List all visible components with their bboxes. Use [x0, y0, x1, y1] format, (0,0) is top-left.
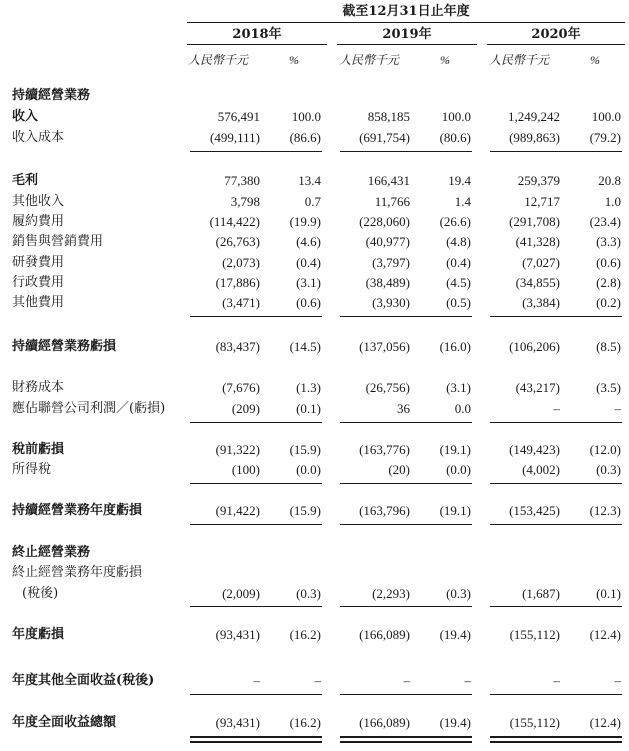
cell-sm-2020-amount: (41,328)	[515, 234, 560, 249]
row-label-finance-costs: 財務成本	[12, 380, 65, 395]
cell-sm-2019-amount: (40,977)	[365, 234, 410, 249]
row-label-revenue: 收入	[12, 109, 39, 124]
row-label-fulfillment: 履約費用	[12, 214, 65, 229]
unit-percent-2018: %	[289, 53, 299, 67]
cell-oci-2018-pct: –	[314, 673, 321, 688]
cell-gp-2019-amount: 166,431	[367, 173, 410, 188]
cell-dl-2020-pct: (0.1)	[596, 586, 621, 601]
cell-cost-2020-amount: (989,863)	[509, 130, 560, 145]
cell-oi-2018-pct: 0.7	[304, 194, 321, 209]
cell-cost-2018-pct: (86.6)	[289, 130, 321, 145]
rule-2018	[190, 606, 322, 607]
cell-oe-2020-pct: (0.2)	[596, 295, 621, 310]
cell-ol-2019-amount: (137,056)	[359, 339, 410, 354]
cell-fc-2020-amount: (43,217)	[515, 380, 560, 395]
cell-rnd-2020-pct: (0.6)	[596, 255, 621, 270]
cell-gp-2020-amount: 259,379	[517, 173, 560, 188]
rule-2018	[190, 694, 322, 695]
unit-currency-2018: 人民幣千元	[188, 53, 249, 67]
cell-yl-2020-pct: (12.4)	[589, 627, 621, 642]
cell-oi-2019-pct: 1.4	[454, 194, 471, 209]
cell-cost-2018-amount: (499,111)	[210, 130, 260, 145]
row-label-income-tax: 所得稅	[12, 462, 52, 477]
cell-ol-2018-pct: (14.5)	[289, 339, 321, 354]
cell-ful-2018-amount: (114,422)	[209, 214, 260, 229]
cell-cl-2020-amount: (153,425)	[509, 503, 560, 518]
cell-tc-2020-amount: (155,112)	[509, 715, 560, 730]
row-label-admin: 行政費用	[12, 275, 65, 290]
rule-2018	[190, 151, 322, 152]
row-label-total-comprehensive: 年度全面收益總額	[12, 715, 117, 730]
unit-percent-2020: %	[590, 53, 600, 67]
rule-2020	[490, 606, 622, 607]
cell-oe-2018-amount: (3,471)	[222, 295, 260, 310]
cell-yl-2019-amount: (166,089)	[359, 627, 410, 642]
cell-ol-2019-pct: (16.0)	[439, 339, 471, 354]
cell-dl-2018-pct: (0.3)	[296, 586, 321, 601]
row-label-rnd: 研發費用	[12, 255, 65, 270]
cell-fc-2018-amount: (7,676)	[222, 380, 260, 395]
row-label-sales-marketing: 銷售與營銷費用	[12, 234, 104, 249]
cell-oi-2020-amount: 12,717	[524, 194, 560, 209]
section-discontinued: 終止經營業務	[12, 545, 91, 560]
rule-2019	[340, 694, 472, 695]
cell-gp-2018-amount: 77,380	[224, 173, 260, 188]
cell-yl-2018-pct: (16.2)	[289, 627, 321, 642]
cell-rnd-2019-amount: (3,797)	[372, 255, 410, 270]
cell-rnd-2018-pct: (0.4)	[296, 255, 321, 270]
cell-tax-2018-amount: (100)	[231, 462, 260, 477]
cell-cl-2019-amount: (163,796)	[359, 503, 410, 518]
row-label-continuing-loss: 持續經營業務年度虧損	[12, 503, 143, 518]
cell-adm-2020-pct: (2.8)	[596, 275, 621, 290]
row-label-associates: 應佔聯營公司利潤／(虧損)	[12, 401, 166, 416]
cell-pt-2019-amount: (163,776)	[359, 442, 410, 457]
double-rule-2020	[490, 741, 622, 743]
row-label-pretax-loss: 稅前虧損	[12, 442, 65, 457]
cell-tax-2020-amount: (4,002)	[522, 462, 560, 477]
cell-sm-2018-amount: (26,763)	[215, 234, 260, 249]
cell-oi-2018-amount: 3,798	[230, 194, 260, 209]
cell-tc-2019-pct: (19.4)	[439, 715, 471, 730]
cell-tc-2018-amount: (93,431)	[215, 715, 260, 730]
double-rule-2018	[190, 741, 322, 743]
cell-revenue-2018-amount: 576,491	[217, 109, 260, 124]
cell-oi-2019-amount: 11,766	[374, 194, 410, 209]
cell-as-2020-amount: –	[553, 401, 560, 416]
cell-sm-2018-pct: (4.6)	[296, 234, 321, 249]
cell-tc-2018-pct: (16.2)	[289, 715, 321, 730]
cell-dl-2019-pct: (0.3)	[446, 586, 471, 601]
cell-tc-2020-pct: (12.4)	[589, 715, 621, 730]
row-label-operating-loss: 持續經營業務虧損	[12, 339, 117, 354]
cell-rnd-2019-pct: (0.4)	[446, 255, 471, 270]
cell-as-2019-pct: 0.0	[454, 401, 471, 416]
rule-2020	[490, 151, 622, 152]
rule-2019	[340, 316, 472, 317]
period-title: 截至12月31日止年度	[342, 4, 470, 19]
cell-fc-2020-pct: (3.5)	[596, 380, 621, 395]
year-rule-2020	[487, 44, 625, 45]
cell-pt-2018-amount: (91,322)	[215, 442, 260, 457]
cell-pt-2020-pct: (12.0)	[589, 442, 621, 457]
cell-oci-2018-amount: –	[253, 673, 260, 688]
cell-sm-2019-pct: (4.8)	[446, 234, 471, 249]
row-label-oci: 年度其他全面收益(稅後)	[12, 673, 155, 688]
rule-2020	[490, 524, 622, 525]
rule-2020	[490, 422, 622, 423]
cell-cost-2019-pct: (80.6)	[439, 130, 471, 145]
cell-cl-2019-pct: (19.1)	[439, 503, 471, 518]
cell-revenue-2019-pct: 100.0	[441, 109, 471, 124]
cell-adm-2019-pct: (4.5)	[446, 275, 471, 290]
rule-2019	[340, 483, 472, 484]
cell-oe-2018-pct: (0.6)	[296, 295, 321, 310]
row-label-gross-profit: 毛利	[12, 173, 39, 188]
double-rule-2019	[340, 741, 472, 743]
unit-currency-2020: 人民幣千元	[489, 53, 550, 67]
cell-oe-2020-amount: (3,384)	[522, 295, 560, 310]
unit-percent-2019: %	[440, 53, 450, 67]
cell-ful-2020-pct: (23.4)	[589, 214, 621, 229]
section-continuing: 持續經營業務	[12, 88, 91, 103]
cell-dl-2020-amount: (1,687)	[522, 586, 560, 601]
cell-yl-2020-amount: (155,112)	[509, 627, 560, 642]
cell-adm-2019-amount: (38,489)	[365, 275, 410, 290]
cell-gp-2018-pct: 13.4	[298, 173, 321, 188]
row-label-discontinued-loss-aftertax: (稅後)	[22, 586, 59, 601]
cell-ol-2020-amount: (106,206)	[509, 339, 560, 354]
rule-2020	[490, 694, 622, 695]
row-label-year-loss: 年度虧損	[12, 627, 65, 642]
rule-2018	[190, 422, 322, 423]
year-header-2018: 2018年	[232, 27, 282, 42]
rule-2019	[340, 422, 472, 423]
cell-cl-2018-amount: (91,422)	[215, 503, 260, 518]
cell-tax-2018-pct: (0.0)	[296, 462, 321, 477]
cell-adm-2018-pct: (3.1)	[296, 275, 321, 290]
row-label-discontinued-loss: 終止經營業務年度虧損	[12, 565, 143, 580]
cell-cost-2020-pct: (79.2)	[589, 130, 621, 145]
cell-tax-2019-amount: (20)	[388, 462, 410, 477]
cell-gp-2019-pct: 19.4	[448, 173, 471, 188]
year-rule-2019	[337, 44, 477, 45]
cell-as-2020-pct: –	[614, 401, 621, 416]
cell-revenue-2020-amount: 1,249,242	[508, 109, 560, 124]
cell-revenue-2018-pct: 100.0	[291, 109, 321, 124]
cell-pt-2018-pct: (15.9)	[289, 442, 321, 457]
cell-oe-2019-pct: (0.5)	[446, 295, 471, 310]
rule-2019	[340, 606, 472, 607]
double-rule-2020	[490, 736, 622, 738]
cell-pt-2019-pct: (19.1)	[439, 442, 471, 457]
cell-cost-2019-amount: (691,754)	[359, 130, 410, 145]
cell-as-2018-pct: (0.1)	[296, 401, 321, 416]
cell-revenue-2019-amount: 858,185	[367, 109, 410, 124]
cell-oci-2019-amount: –	[403, 673, 410, 688]
cell-cl-2018-pct: (15.9)	[289, 503, 321, 518]
row-label-other-expenses: 其他費用	[12, 295, 65, 310]
rule-2019	[340, 524, 472, 525]
rule-2020	[490, 483, 622, 484]
cell-oci-2020-amount: –	[553, 673, 560, 688]
cell-oci-2020-pct: –	[614, 673, 621, 688]
cell-dl-2019-amount: (2,293)	[372, 586, 410, 601]
cell-cl-2020-pct: (12.3)	[589, 503, 621, 518]
cell-yl-2018-amount: (93,431)	[215, 627, 260, 642]
double-rule-2019	[340, 736, 472, 738]
cell-revenue-2020-pct: 100.0	[591, 109, 621, 124]
cell-as-2019-amount: 36	[397, 401, 410, 416]
cell-as-2018-amount: (209)	[231, 401, 260, 416]
year-rule-2018	[187, 44, 327, 45]
row-label-other-income: 其他收入	[12, 194, 65, 209]
cell-tax-2019-pct: (0.0)	[446, 462, 471, 477]
unit-currency-2019: 人民幣千元	[339, 53, 400, 67]
cell-sm-2020-pct: (3.3)	[596, 234, 621, 249]
year-header-2019: 2019年	[382, 27, 432, 42]
cell-tax-2020-pct: (0.3)	[596, 462, 621, 477]
cell-ful-2020-amount: (291,708)	[509, 214, 560, 229]
double-rule-2018	[190, 736, 322, 738]
cell-adm-2020-amount: (34,855)	[515, 275, 560, 290]
cell-yl-2019-pct: (19.4)	[439, 627, 471, 642]
cell-tc-2019-amount: (166,089)	[359, 715, 410, 730]
cell-adm-2018-amount: (17,886)	[215, 275, 260, 290]
rule-2018	[190, 524, 322, 525]
cell-ol-2018-amount: (83,437)	[215, 339, 260, 354]
cell-dl-2018-amount: (2,009)	[222, 586, 260, 601]
cell-oi-2020-pct: 1.0	[604, 194, 621, 209]
cell-ful-2018-pct: (19.9)	[289, 214, 321, 229]
rule-2020	[490, 316, 622, 317]
cell-ful-2019-pct: (26.6)	[439, 214, 471, 229]
cell-pt-2020-amount: (149,423)	[509, 442, 560, 457]
cell-ful-2019-amount: (228,060)	[359, 214, 410, 229]
cell-fc-2019-pct: (3.1)	[446, 380, 471, 395]
cell-ol-2020-pct: (8.5)	[596, 339, 621, 354]
rule-2018	[190, 483, 322, 484]
cell-gp-2020-pct: 20.8	[598, 173, 621, 188]
year-header-2020: 2020年	[531, 27, 581, 42]
rule-2018	[190, 316, 322, 317]
cell-oci-2019-pct: –	[464, 673, 471, 688]
cell-rnd-2018-amount: (2,073)	[222, 255, 260, 270]
header-rule	[187, 22, 625, 23]
rule-2019	[340, 151, 472, 152]
cell-fc-2019-amount: (26,756)	[365, 380, 410, 395]
row-label-cost-of-revenue: 收入成本	[12, 130, 65, 145]
cell-rnd-2020-amount: (7,027)	[522, 255, 560, 270]
cell-oe-2019-amount: (3,930)	[372, 295, 410, 310]
cell-fc-2018-pct: (1.3)	[296, 380, 321, 395]
